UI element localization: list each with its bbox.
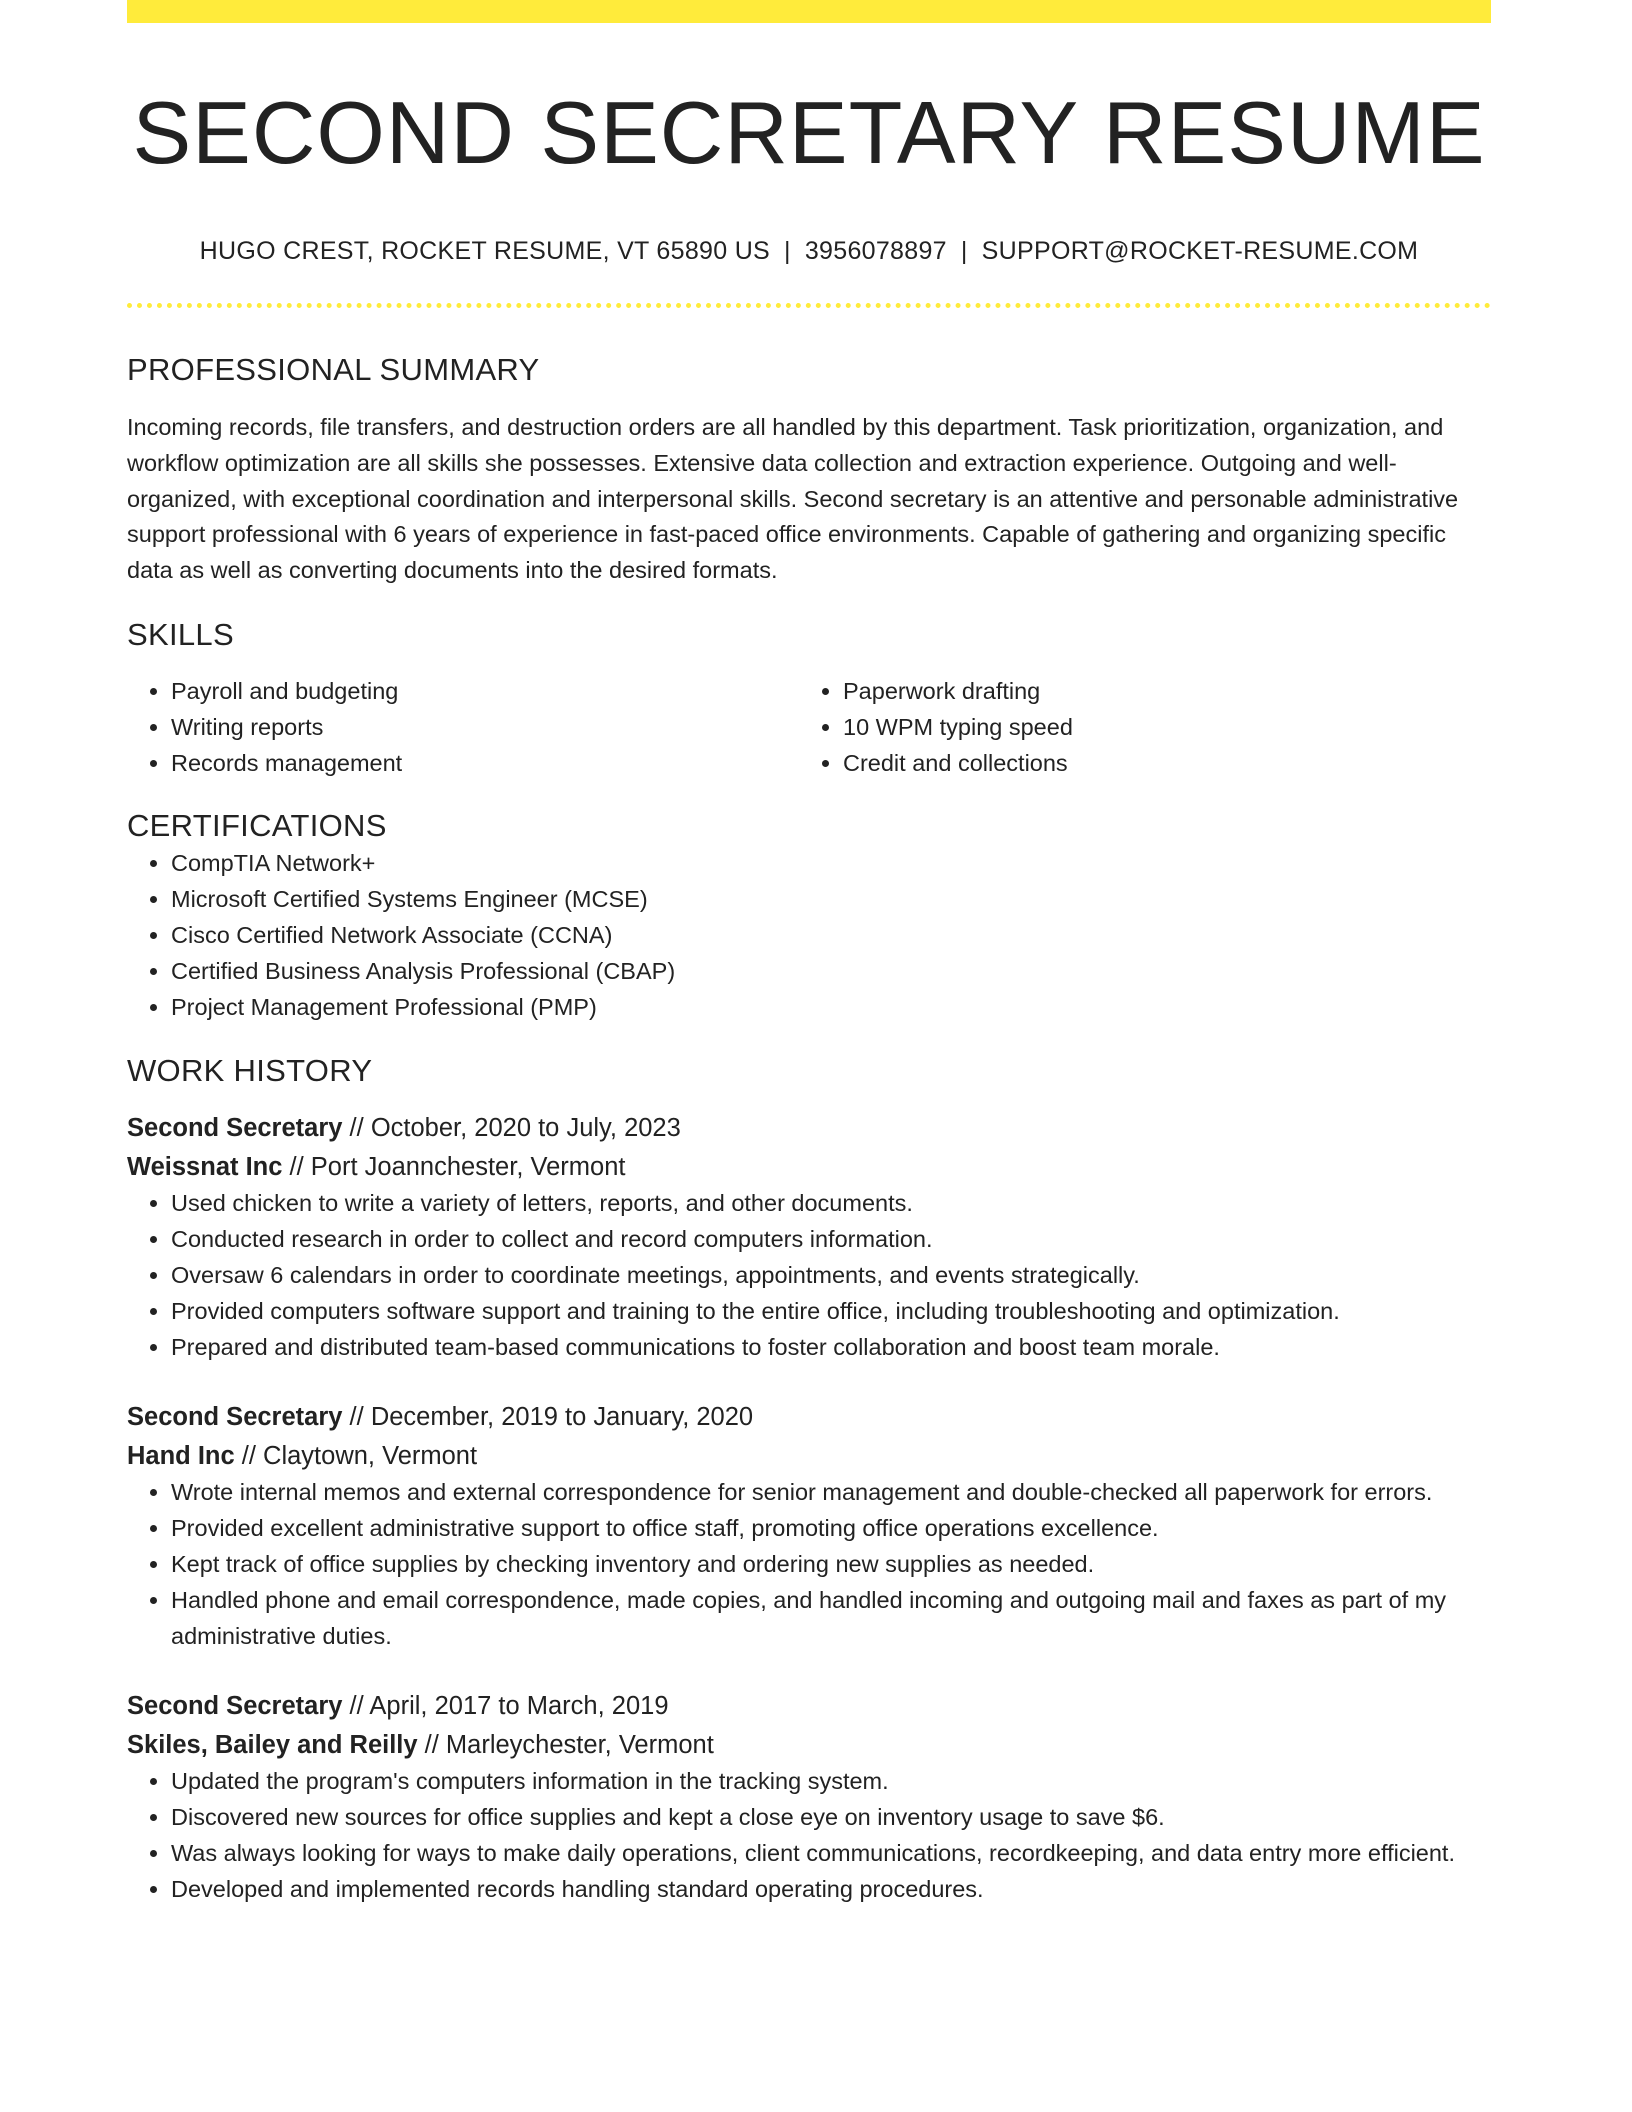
job-duty-item: • Used chicken to write a variety of letters, reports, and other documents. [171,1186,1491,1222]
job-separator: // [241,1441,256,1470]
skills-column-right [799,674,1471,781]
job-location: Port Joannchester, Vermont [310,1152,626,1181]
job-duty-item: • Was always looking for ways to make daily operations, client communications, recordkeeping, and data entry more efficient. [171,1836,1491,1872]
job-dates: December, 2019 to January, 2020 [370,1403,754,1432]
job-duty-item: • Prepared and distributed team-based communications to foster collaboration and boost team morale. [171,1330,1491,1366]
job-duty-item: • Developed and implemented records handling standard operating procedures. [171,1872,1491,1908]
job-duties-list [127,1475,1491,1654]
certifications-list [127,846,1491,1025]
contact-phone: 3956078897 [804,237,947,265]
job-duty-item: • Discovered new sources for office supplies and kept a close eye on inventory usage to save $6. [171,1800,1491,1836]
job-location: Claytown, Vermont [263,1441,478,1470]
job-duty-item: • Kept track of office supplies by checking inventory and ordering new supplies as needed. [171,1547,1491,1583]
certifications-heading: CERTIFICATIONS [127,808,387,844]
job-duty-item: • Handled phone and email correspondence, made copies, and handled incoming and outgoing mail and faxes as part of my administrative duties. [171,1583,1491,1655]
job-separator: // [349,1403,364,1432]
contact-address: HUGO CREST, ROCKET RESUME, VT 65890 US [199,237,771,265]
job-company: Skiles, Bailey and Reilly [127,1730,418,1759]
skill-item: • Payroll and budgeting [171,674,799,710]
job-role: Second Secretary [127,1114,343,1143]
job-company: Weissnat Inc [127,1152,283,1181]
job-role: Second Secretary [127,1692,343,1721]
job-duties-list [127,1186,1491,1365]
certification-item: • Certified Business Analysis Professional (CBAP) [171,954,1491,990]
job-duty-item: • Updated the program's computers information in the tracking system. [171,1764,1491,1800]
resume-title: SECOND SECRETARY RESUME [132,83,1486,182]
resume-page [127,0,1491,1908]
contact-separator: | [960,237,968,265]
certification-item: • Project Management Professional (PMP) [171,990,1491,1026]
job-duty-item: • Provided excellent administrative support to office staff, promoting office operations excellence. [171,1511,1491,1547]
skill-item: • Credit and collections [843,746,1471,782]
certification-item: • Microsoft Certified Systems Engineer (MCSE) [171,882,1491,918]
skills-heading: SKILLS [127,616,234,652]
job-role-line [127,1687,1491,1726]
job-company-line [127,1726,1491,1765]
job-location: Marleychester, Vermont [445,1730,714,1759]
skill-item: • Records management [171,746,799,782]
job-role-line [127,1398,1491,1437]
job-separator: // [289,1152,304,1181]
job-entry [127,1398,1491,1654]
job-duties-list [127,1764,1491,1907]
skill-item: • Writing reports [171,710,799,746]
certification-item: • CompTIA Network+ [171,846,1491,882]
job-duty-item: • Wrote internal memos and external correspondence for senior management and double-checked all paperwork for errors. [171,1475,1491,1511]
job-entry [127,1109,1491,1365]
job-dates: April, 2017 to March, 2019 [369,1692,669,1721]
summary-heading: PROFESSIONAL SUMMARY [127,352,540,387]
job-role-line [127,1109,1491,1148]
skills-column-left [127,674,799,781]
job-duty-item: • Conducted research in order to collect and record computers information. [171,1222,1491,1258]
job-company: Hand Inc [127,1441,235,1470]
job-separator: // [349,1114,364,1143]
job-role: Second Secretary [127,1403,343,1432]
skills-grid [127,674,1491,781]
dotted-divider [127,303,1491,308]
skills-list-left [127,674,799,781]
certification-item: • Cisco Certified Network Associate (CCNA) [171,918,1491,954]
job-dates: October, 2020 to July, 2023 [370,1114,681,1143]
contact-line [127,235,1491,267]
job-entry [127,1687,1491,1907]
job-duty-item: • Provided computers software support and training to the entire office, including troubleshooting and optimization. [171,1294,1491,1330]
job-duty-item: • Oversaw 6 calendars in order to coordinate meetings, appointments, and events strategically. [171,1258,1491,1294]
accent-top-bar [127,0,1491,23]
contact-email: SUPPORT@ROCKET-RESUME.COM [981,237,1419,265]
skill-item: • 10 WPM typing speed [843,710,1471,746]
job-company-line [127,1437,1491,1476]
contact-separator: | [784,237,791,265]
job-separator: // [349,1692,364,1721]
skills-list-right [799,674,1471,781]
work-history-heading: WORK HISTORY [127,1053,373,1089]
skill-item: • Paperwork drafting [843,674,1471,710]
job-company-line [127,1148,1491,1187]
summary-text: Incoming records, file transfers, and destruction orders are all handled by this department. Task prioritization, organization, and workflow optimization are all skills she possesses. Extensive data collection and extraction experience. Outgoing and well-organized, with exceptional coordination and interpersonal skills. Second secretary is an attentive and personable administrative support professional with 6 years of experience in fast-paced office environments. Capable of gathering and organizing specific data as well as converting documents into the desired formats. [127,414,1459,584]
job-separator: // [424,1730,439,1759]
